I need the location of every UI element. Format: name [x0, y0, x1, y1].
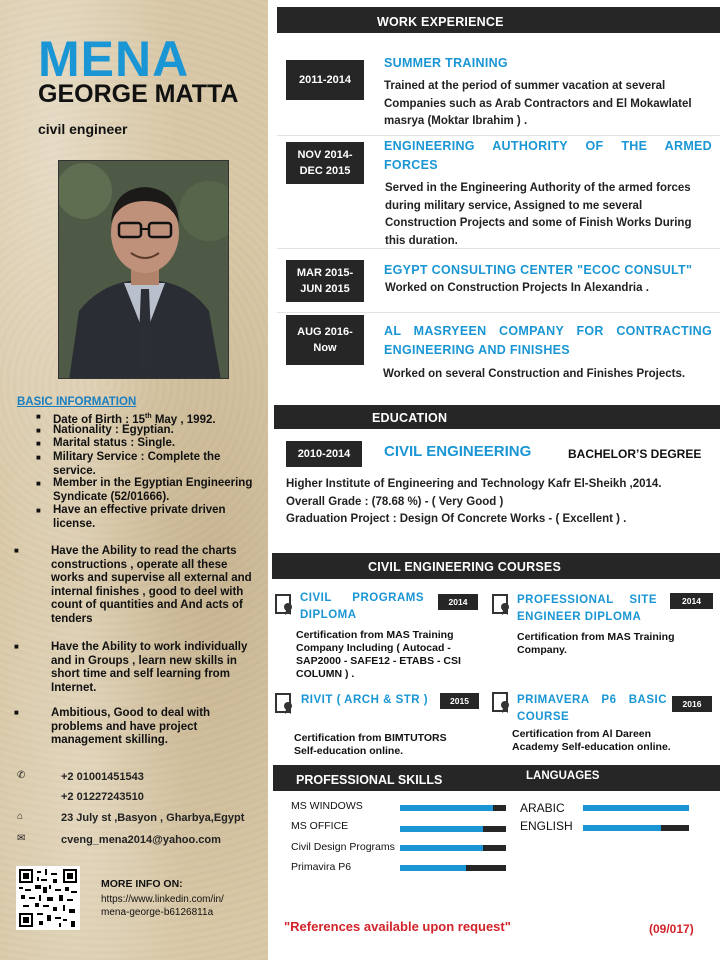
skill-bar	[400, 865, 506, 871]
syndicate-item: ■ Member in the Egyptian Engineering Syndicate (52/01666).	[36, 477, 253, 503]
profile-photo	[58, 160, 229, 379]
language-bar	[583, 805, 689, 811]
skill-bar-fill	[400, 826, 483, 832]
education-field: CIVIL ENGINEERING	[384, 443, 532, 460]
skill-bar-fill	[400, 805, 493, 811]
language-bar-fill	[583, 805, 689, 811]
job-date: 2011-2014	[286, 60, 364, 100]
bullet-icon: ■	[14, 546, 19, 555]
course-description: Certification from BIMTUTORS Self-education online.	[294, 732, 447, 757]
last-name: GEORGE MATTA	[38, 80, 239, 108]
education-header: EDUCATION	[274, 405, 720, 429]
language-bar-fill	[583, 825, 661, 831]
job-description: Worked on several Construction and Finishes Projects.	[383, 368, 686, 380]
dob-item: ■ Date of Birth : 15th May , 1992.	[36, 412, 216, 426]
qr-code[interactable]	[16, 866, 80, 930]
job-date: MAR 2015- JUN 2015	[286, 260, 364, 302]
skill-bar-fill	[400, 845, 483, 851]
education-details: Higher Institute of Engineering and Technology Kafr El-Sheikh ,2014. Overall Grade : (78.68 %) - ( Very Good ) Graduation Project : Design Of Concrete Works - ( Excellent ) .	[286, 478, 662, 525]
location-icon: ⌂	[17, 811, 24, 822]
course-year: 2015	[440, 693, 479, 709]
job-date: NOV 2014- DEC 2015	[286, 142, 364, 184]
certificate-icon	[492, 692, 512, 719]
course-title: PRIMAVERA P6 BASIC COURSE	[517, 694, 667, 723]
course-description: Certification from MAS Training Company.	[517, 631, 675, 656]
nationality-item: ■ Nationality : Egyptian.	[36, 424, 174, 436]
course-description: Certification from Al Dareen Academy Self-education online.	[512, 728, 671, 753]
phone-2: +2 01227243510	[61, 791, 144, 803]
marital-item: ■ Marital status : Single.	[36, 437, 176, 449]
email-link[interactable]: cveng_mena2014@yahoo.com	[61, 834, 221, 846]
basic-info-title: BASIC INFORMATION	[17, 396, 137, 408]
language-label: ARABIC	[520, 801, 565, 815]
ability-charts: Have the Ability to read the charts constructions , operate all these works and supervise all external and internal finishes , good to deel with count of quantities and And acts of tenders	[51, 545, 252, 625]
skill-label: MS OFFICE	[291, 820, 349, 832]
job-description: Worked on Construction Projects In Alexandria .	[385, 282, 649, 294]
job-title: EGYPT CONSULTING CENTER "ECOC CONSULT"	[384, 263, 693, 277]
military-item: ■ Military Service : Complete the service.	[36, 451, 221, 477]
separator	[277, 248, 720, 249]
courses-header: CIVIL ENGINEERING COURSES	[272, 553, 720, 579]
more-info-label: MORE INFO ON:	[101, 878, 183, 890]
bullet-icon: ■	[14, 708, 19, 717]
certificate-icon	[275, 693, 295, 720]
ability-teamwork: Have the Ability to work individually and in Groups , learn new skills in short time and self learning from Internet.	[51, 641, 248, 694]
skill-bar	[400, 805, 506, 811]
certificate-icon	[492, 594, 512, 621]
separator	[277, 312, 720, 313]
job-description: Served in the Engineering Authority of the armed forces during military service, Assigned to me several Construction Projects and some of Finish Works During this duration.	[385, 182, 692, 247]
course-year: 2016	[672, 696, 712, 712]
bullet-icon: ■	[14, 642, 19, 651]
footer-date: (09/017)	[649, 922, 694, 936]
certificate-icon	[275, 594, 295, 621]
course-year: 2014	[670, 593, 713, 609]
address: 23 July st ,Basyon , Gharbya,Egypt	[61, 812, 245, 824]
skill-label: Primavira P6	[291, 861, 352, 873]
languages-header: LANGUAGES	[526, 770, 600, 782]
education-degree: BACHELOR’S DEGREE	[568, 447, 702, 461]
work-experience-header: WORK EXPERIENCE	[277, 7, 720, 33]
course-title: PROFESSIONAL SITE ENGINEER DIPLOMA	[517, 594, 657, 623]
references-note: "References available upon request"	[284, 919, 511, 934]
phone-icon: ✆	[17, 770, 26, 781]
course-description: Certification from MAS Training Company Including ( Autocad - SAP2000 - SAFE12 - ETABS - CSI COLUMN ) .	[296, 629, 461, 680]
skills-header: PROFESSIONAL SKILLS	[296, 773, 443, 787]
role-title: civil engineer	[38, 121, 128, 137]
job-title: ENGINEERING AUTHORITY OF THE ARMED FORCES	[384, 139, 712, 172]
job-title: AL MASRYEEN COMPANY FOR CONTRACTING ENGINEERING AND FINISHES	[384, 324, 712, 357]
job-date: AUG 2016- Now	[286, 315, 364, 365]
job-description: Trained at the period of summer vacation at several Companies such as Arab Contractors and El Mokawlatel masrya (Moktar Ibrahim ) .	[384, 80, 692, 127]
skill-label: Civil Design Programs	[291, 841, 395, 853]
course-title: RIVIT ( ARCH & STR )	[301, 694, 429, 706]
course-year: 2014	[438, 594, 478, 610]
license-item: ■ Have an effective private driven license.	[36, 504, 226, 530]
skill-bar-fill	[400, 865, 466, 871]
job-title: SUMMER TRAINING	[384, 56, 508, 70]
language-label: ENGLISH	[520, 819, 573, 833]
phone-1: +2 01001451543	[61, 771, 144, 783]
linkedin-link[interactable]: https://www.linkedin.com/in/ mena-george-b6126811a	[101, 894, 224, 918]
email-icon: ✉	[17, 833, 26, 844]
skill-label: MS WINDOWS	[291, 800, 363, 812]
language-bar	[583, 825, 689, 831]
first-name: MENA	[38, 31, 190, 87]
skill-bar	[400, 845, 506, 851]
separator	[277, 135, 720, 136]
ability-ambitious: Ambitious, Good to deal with problems and have project management skilling.	[51, 707, 211, 746]
course-title: CIVIL PROGRAMS DIPLOMA	[300, 592, 424, 621]
qr-code-icon	[19, 869, 77, 927]
education-date: 2010-2014	[286, 441, 362, 467]
skill-bar	[400, 826, 506, 832]
person-photo-icon	[59, 161, 229, 379]
